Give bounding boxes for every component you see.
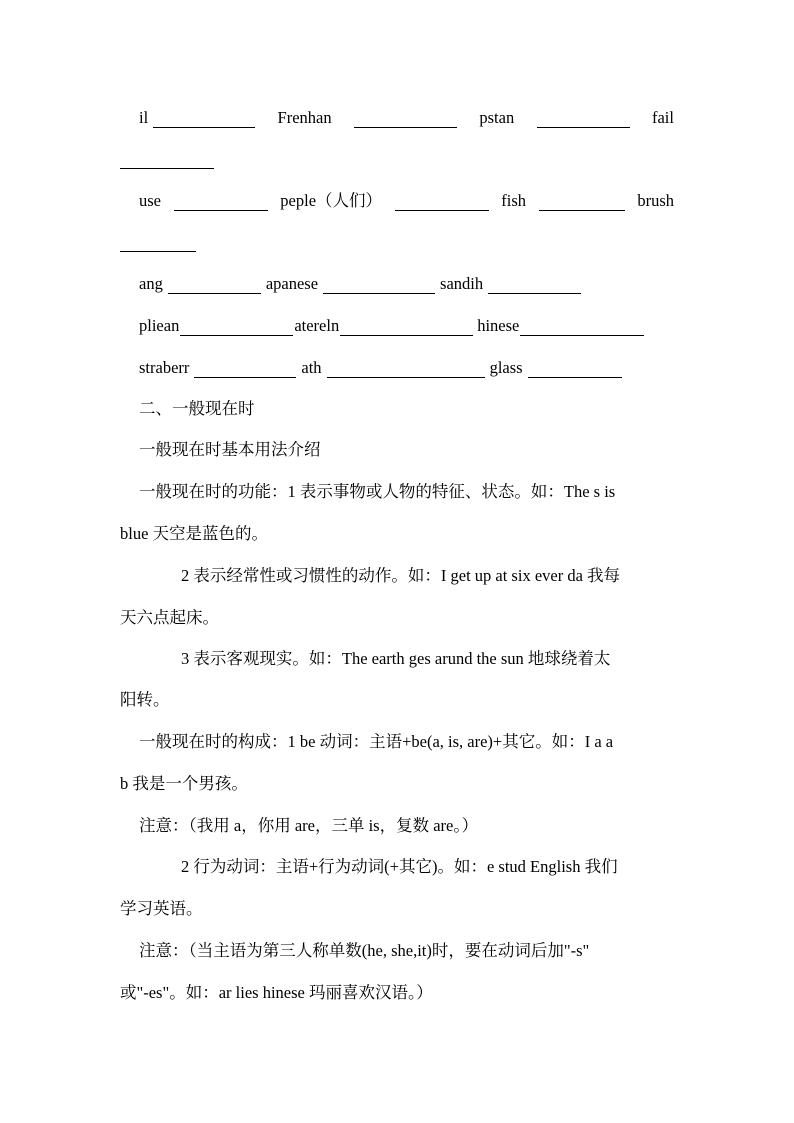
paragraph-line: blue 天空是蓝色的。 [120,524,269,543]
vocab-word: apanese [265,274,319,293]
vocab-word: peple（人们） [280,191,383,210]
answer-blank[interactable] [340,318,473,336]
answer-blank[interactable] [174,193,268,211]
section-heading: 二、一般现在时 [139,399,255,418]
vocab-word: Frenhan [277,108,332,127]
vocab-word: hinese [477,316,520,335]
paragraph-line: 2 表示经常性或习惯性的动作。如：I get up at six ever da 我每 [181,566,621,585]
vocab-word: ath [301,358,322,377]
note-line: 注意：（当主语为第三人称单数(he, she,it)时，要在动词后加"-s" [139,941,590,960]
vocab-row-3 [139,274,674,294]
paragraph-line: 一般现在时的功能：1 表示事物或人物的特征、状态。如：The s is [139,482,616,501]
vocab-word: pliean [139,316,180,335]
vocab-word: pstan [479,108,515,127]
answer-blank[interactable] [194,360,296,378]
answer-blank[interactable] [153,110,255,128]
answer-blank[interactable] [180,318,293,336]
note-line: 或"-es"。如：ar lies hinese 玛丽喜欢汉语。） [120,983,433,1002]
vocab-row-4 [139,316,674,336]
answer-blank[interactable] [488,276,581,294]
vocab-word: fail [651,108,674,127]
vocab-row-5 [139,358,674,378]
vocab-word: ang [139,274,163,293]
answer-blank[interactable] [395,193,489,211]
answer-blank[interactable] [537,110,630,128]
answer-blank[interactable] [120,167,214,169]
answer-blank[interactable] [528,360,622,378]
answer-blank[interactable] [520,318,644,336]
vocab-word: brush [637,191,674,210]
paragraph-line: b 我是一个男孩。 [120,774,248,793]
note-line: 注意：（我用 a，你用 are，三单 is，复数 are。） [139,816,479,835]
vocab-row-1 [139,108,674,128]
vocab-item [139,108,255,128]
paragraph-line: 2 行为动词：主语+行为动词(+其它)。如：e stud English 我们 [181,857,618,876]
answer-blank[interactable] [323,276,435,294]
answer-blank[interactable] [120,250,196,252]
paragraph-line: 学习英语。 [120,899,203,918]
answer-blank[interactable] [168,276,261,294]
vocab-row-2 [139,191,674,211]
vocab-word: atereln [294,316,340,335]
vocab-word: fish [501,191,527,210]
vocab-word: straberr [139,358,190,377]
vocab-word: use [139,191,161,210]
paragraph-line: 3 表示客观现实。如：The earth ges arund the sun 地球绕着太 [181,649,611,668]
vocab-word: il [139,108,149,127]
answer-blank[interactable] [539,193,625,211]
answer-blank[interactable] [354,110,457,128]
vocab-word: glass [489,358,523,377]
answer-blank[interactable] [327,360,485,378]
paragraph-line: 天六点起床。 [120,608,219,627]
paragraph-line: 一般现在时的构成：1 be 动词：主语+be(a, is, are)+其它。如：I a a [139,732,614,751]
section-subheading: 一般现在时基本用法介绍 [139,440,321,459]
paragraph-line: 阳转。 [120,690,170,709]
vocab-word: sandih [440,274,484,293]
